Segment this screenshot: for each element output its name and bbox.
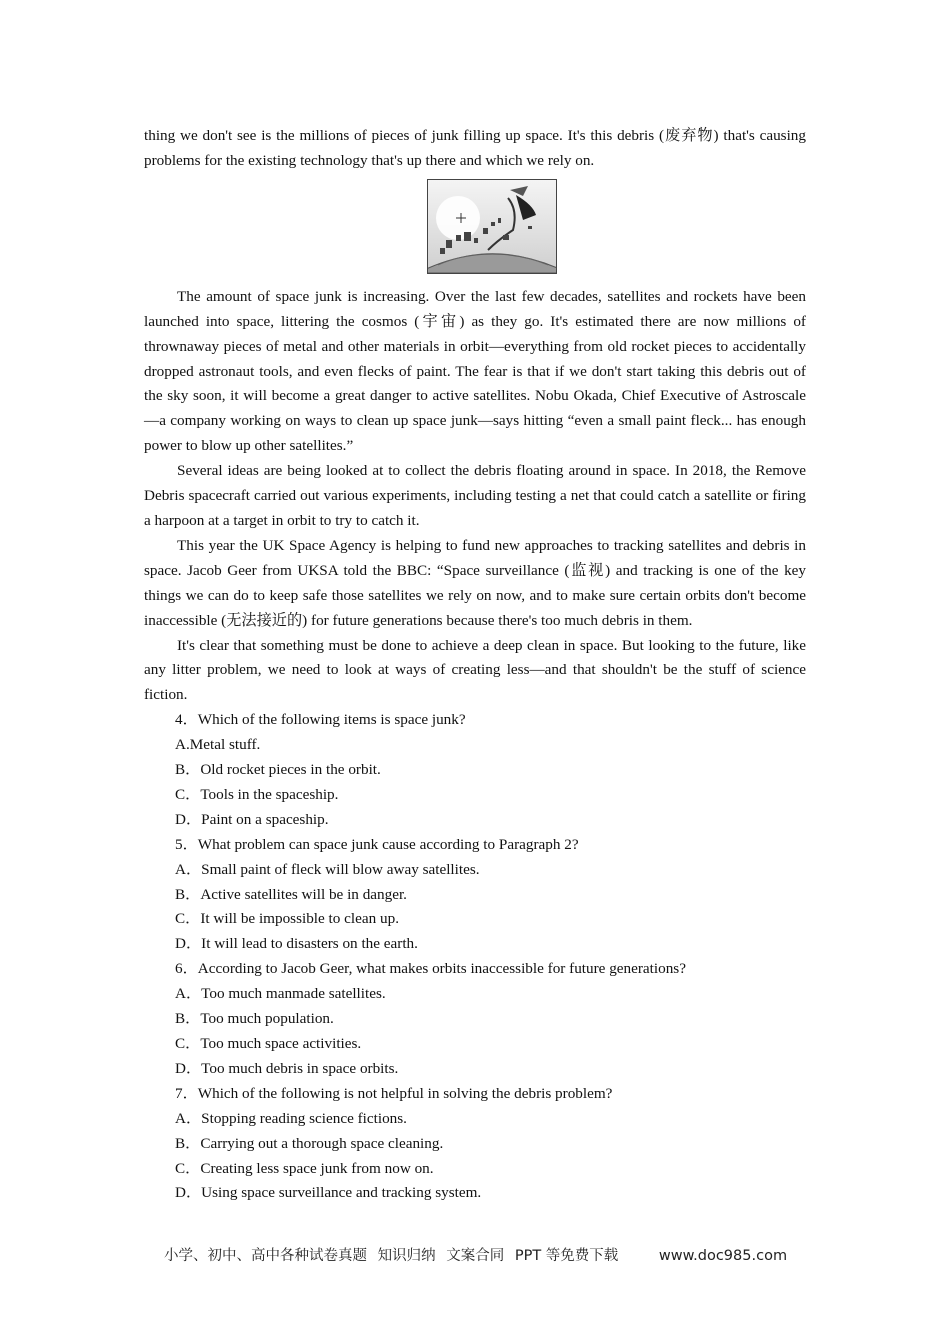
space-debris-image-icon [428,180,556,273]
option-a: A.Metal stuff. [175,736,261,754]
option-c: C．Too much space activities. [175,1035,362,1052]
question-stem: 5．What problem can space junk cause according to Paragraph 2? [175,835,579,853]
question-stem: 4．Which of the following items is space junk? [175,711,466,729]
question-stem: 7．Which of the following is not helpful in solving the debris problem? [175,1084,613,1102]
figure-container [144,174,806,285]
question-5 [144,833,806,958]
footer-website-link[interactable]: www.doc985.com [658,1248,788,1264]
option-b: B．Too much population. [175,1010,334,1028]
option-a: A．Stopping reading science fictions. [175,1109,407,1127]
option-c: C．It will be impossible to clean up. [175,910,399,928]
option-c: C．Tools in the spaceship. [175,785,339,803]
footer-text: PPT 等免费下载 [514,1248,619,1264]
question-7 [144,1082,806,1207]
question-6 [144,957,806,1082]
option-d: D．Too much debris in space orbits. [175,1059,399,1077]
passage-intro: thing we don't see is the millions of pieces of junk filling up space. It's this debris (废弃物) that's causing problems for the existing technology that's up there and which we rely on. [144,127,806,169]
page-footer [164,1244,804,1265]
footer-text: 小学、初中、高中各种试卷真题 [164,1248,367,1264]
question-4 [144,708,806,833]
option-b: B．Carrying out a thorough space cleaning. [175,1134,444,1152]
space-debris-illustration [427,179,557,274]
question-stem: 6．According to Jacob Geer, what makes orbits inaccessible for future generations? [175,960,686,978]
option-d: D．Paint on a spaceship. [175,810,329,828]
option-d: D．Using space surveillance and tracking system. [175,1184,482,1202]
option-a: A．Too much manmade satellites. [175,985,386,1003]
paragraph: Several ideas are being looked at to collect the debris floating around in space. In 2018, the Remove Debris spacecraft carried out various experiments, including testing a net that could catch a satellite or firing a harpoon at a target in orbit to try to catch it. [144,462,806,529]
footer-text: 文案合同 [446,1248,505,1264]
paragraph: The amount of space junk is increasing. Over the last few decades, satellites and rockets have been launched into space, littering the cosmos (宇宙) as they go. It's estimated there are now millions of thrownaway pieces of metal and other materials in orbit—everything from old rocket pieces to accidentally dropped astronaut tools, and even flecks of paint. The fear is that if we don't start taking this debris out of the sky soon, it will become a great danger to active satellites. Nobu Okada, Chief Executive of Astroscale—a company working on ways to clean up space junk—says hitting “even a small paint fleck... has enough power to blow up other satellites.” [144,287,806,455]
document-page [144,124,806,1206]
option-b: B．Active satellites will be in danger. [175,885,407,903]
paragraph: It's clear that something must be done to achieve a deep clean in space. But looking to the future, like any litter problem, we need to look at ways of creating less—and that shouldn't be the stuff of science fiction. [144,636,806,704]
option-c: C．Creating less space junk from now on. [175,1159,434,1177]
paragraph: This year the UK Space Agency is helping to fund new approaches to tracking satellites and debris in space. Jacob Geer from UKSA told the BBC: “Space surveillance (监视) and tracking is one of the key things we can do to keep safe those satellites we rely on now, and to make sure certain orbits don't become inaccessible (无法接近的) for future generations because there's too much debris in them. [144,536,806,629]
footer-text: 知识归纳 [377,1248,436,1264]
option-d: D．It will lead to disasters on the earth. [175,935,418,953]
option-a: A．Small paint of fleck will blow away satellites. [175,860,480,878]
option-b: B．Old rocket pieces in the orbit. [175,761,381,779]
